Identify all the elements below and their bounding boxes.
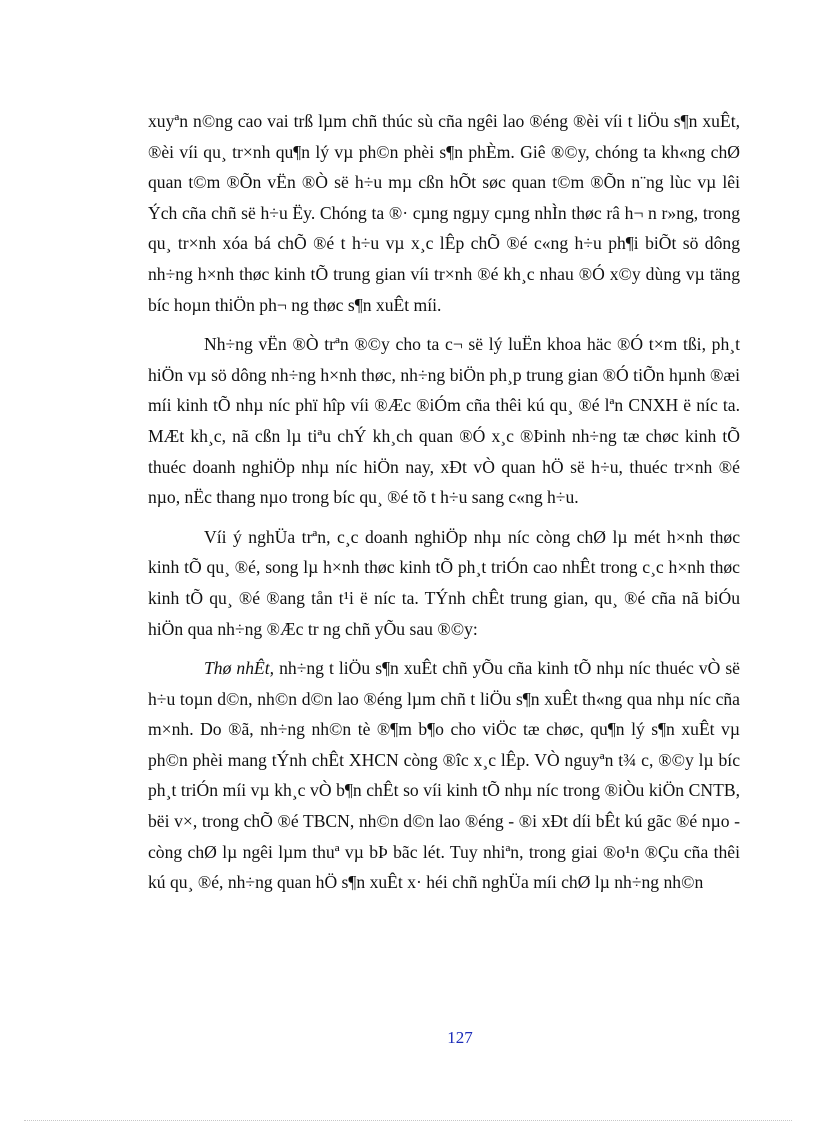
paragraph-2: Nh÷ng vËn ®Ò trªn ®©y cho ta c¬ së lý luËn khoa häc ®Ó t×m tßi, ph¸t hiÖn vµ sö dông nh÷ng h×nh thøc, nh÷ng biÖn ph¸p trung gian ®Ó tiÕn hµnh ®æi míi kinh tÕ nhµ níc phï hîp víi ®Æc ®iÓm cña thêi kú qu¸ ®é lªn CNXH ë níc ta. MÆt kh¸c, nã cßn lµ tiªu chÝ kh¸ch quan ®Ó x¸c ®Þinh nh÷ng tæ chøc kinh tÕ thuéc doanh nghiÖp nhµ níc hiÖn nay, xÐt vÒ quan hÖ së h÷u, thuéc tr×nh ®é nµo, nËc thang nµo trong bíc qu¸ ®é tõ t h÷u sang c«ng h÷u. (148, 334, 740, 508)
paragraph-4-text: nh÷ng t liÖu s¶n xuÊt chñ yÕu cña kinh tÕ nhµ níc thuéc vÒ së h÷u toµn d©n, nh©n d©n lao ®éng lµm chñ t liÖu s¶n xuÊt th«ng qua nhµ níc cña m×nh. Do ®ã, nh÷ng nh©n tè ®¶m b¶o cho viÖc tæ chøc, qu¶n lý s¶n xuÊt vµ ph©n phèi mang tÝnh chÊt XHCN còng ®îc x¸c lÊp. VÒ nguyªn t¾ c, ®©y lµ bíc ph¸t triÓn míi vµ kh¸c vÒ b¶n chÊt so víi kinh tÕ nhµ níc trong ®iÒu kiÖn CNTB, bëi v×, trong chÕ ®é TBCN, nh©n d©n lao ®éng - ®i xÐt díi bÊt kú gãc ®é nµo - còng chØ lµ ngêi lµm thuª vµ bÞ bãc lét. Tuy nhiªn, trong giai ®o¹n ®Çu cña thêi kú qu¸ ®é, nh÷ng quan hÖ s¶n xuÊt x· héi chñ nghÜa míi chØ lµ nh÷ng nh©n (148, 658, 740, 893)
body-text (148, 106, 740, 907)
paragraph-1: xuyªn n©ng cao vai trß lµm chñ thúc sù cña ngêi lao ®éng ®èi víi t liÖu s¶n xuÊt, ®èi víi qu¸ tr×nh qu¶n lý vµ ph©n phèi s¶n phÈm. Giê ®©y, chóng ta kh«ng chØ quan t©m ®Õn vËn ®Ò së h÷u mµ cßn hÕt søc quan t©m ®Õn n¨ng lùc vµ lêi Ých cña chñ së h÷u Ëy. Chóng ta ®· cµng ngµy cµng nhÌn thøc râ h¬ n r»ng, trong qu¸ tr×nh xóa bá chÕ ®é t h÷u vµ x¸c lÊp chÕ ®é c«ng h÷u ph¶i biÕt sö dông nh÷ng h×nh thøc kinh tÕ trung gian víi tr×nh ®é kh¸c nhau ®Ó x©y dùng vµ täng bíc hoµn thiÖn ph¬ ng thøc s¶n xuÊt míi. (148, 111, 740, 315)
page-number: 127 (447, 1028, 473, 1047)
paragraph-4 (148, 653, 740, 898)
paragraph-4-lead: Thø nhÊt, (204, 658, 275, 679)
paragraph-3: Víi ý nghÜa trªn, c¸c doanh nghiÖp nhµ níc còng chØ lµ mét h×nh thøc kinh tÕ qu¸ ®é, song lµ h×nh thøc kinh tÕ ph¸t triÓn cao nhÊt trong c¸c h×nh thøc kinh tÕ qu¸ ®é ®ang tån t¹i ë níc ta. TÝnh chÊt trung gian, qu¸ ®é cña nã biÓu hiÖn qua nh÷ng ®Æc tr ng chñ yÕu sau ®©y: (148, 526, 740, 639)
page-bottom-rule (24, 1120, 792, 1121)
